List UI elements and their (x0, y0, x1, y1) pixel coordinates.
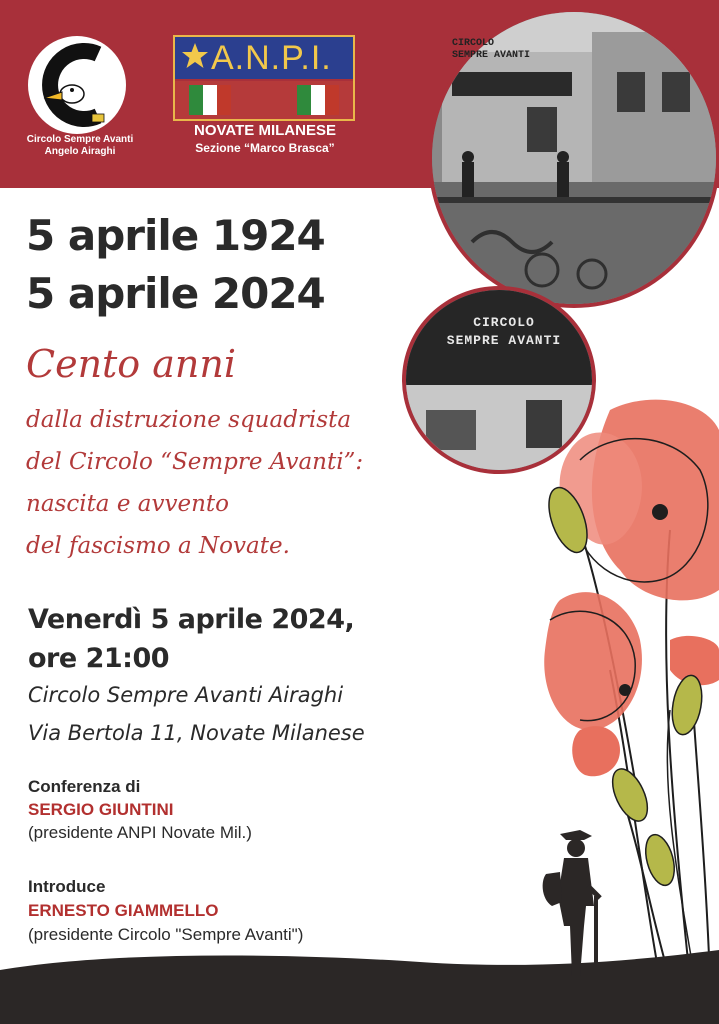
event-address: Via Bertola 11, Novate Milanese (28, 721, 365, 745)
subtitle-line-4: del fascismo a Novate. (26, 533, 290, 559)
anpi-section: Sezione “Marco Brasca” (195, 141, 335, 155)
photo1-sign-line2: SEMPRE AVANTI (452, 50, 531, 61)
conference-speaker-name: SERGIO GIUNTINI (28, 800, 174, 819)
event-venue: Circolo Sempre Avanti Airaghi (28, 683, 344, 707)
intro-label: Introduce (28, 877, 106, 896)
date-1924: 5 aprile 1924 (26, 211, 325, 260)
conference-speaker-role: (presidente ANPI Novate Mil.) (28, 823, 252, 842)
goose-c-icon (28, 36, 126, 134)
photo2-sign-line2: SEMPRE AVANTI (446, 333, 562, 348)
circolo-caption-line1: Circolo Sempre Avanti (26, 134, 134, 145)
photo1-sign (452, 38, 572, 62)
subtitle-line-2: del Circolo “Sempre Avanti”: (26, 449, 364, 475)
subtitle-heading: Cento anni (26, 342, 237, 386)
event-date: Venerdì 5 aprile 2024, (28, 604, 355, 635)
soldier-silhouette-icon (536, 826, 616, 986)
photo2-sign-line1: CIRCOLO (473, 315, 535, 330)
intro-speaker-role: (presidente Circolo "Sempre Avanti") (28, 925, 304, 944)
date-2024: 5 aprile 2024 (26, 269, 325, 318)
circolo-caption-line2: Angelo Airaghi (44, 146, 116, 157)
anpi-logo-top (175, 37, 353, 79)
star-icon (180, 41, 210, 71)
subtitle-line-1: dalla distruzione squadrista (26, 407, 352, 433)
anpi-location: NOVATE MILANESE (194, 122, 336, 139)
intro-speaker-name: ERNESTO GIAMMELLO (28, 901, 219, 920)
conference-label: Conferenza di (28, 777, 141, 796)
anpi-logo (173, 35, 355, 121)
circolo-logo (28, 36, 126, 134)
italian-flags-icon (175, 81, 353, 119)
anpi-acronym: A.N.P.I. (211, 39, 332, 77)
circolo-logo-caption (10, 134, 150, 158)
photo2-sign (424, 314, 584, 350)
subtitle-line-3: nascita e avvento (26, 491, 229, 517)
event-time: ore 21:00 (28, 643, 170, 674)
photo1-sign-line1: CIRCOLO (452, 38, 495, 49)
